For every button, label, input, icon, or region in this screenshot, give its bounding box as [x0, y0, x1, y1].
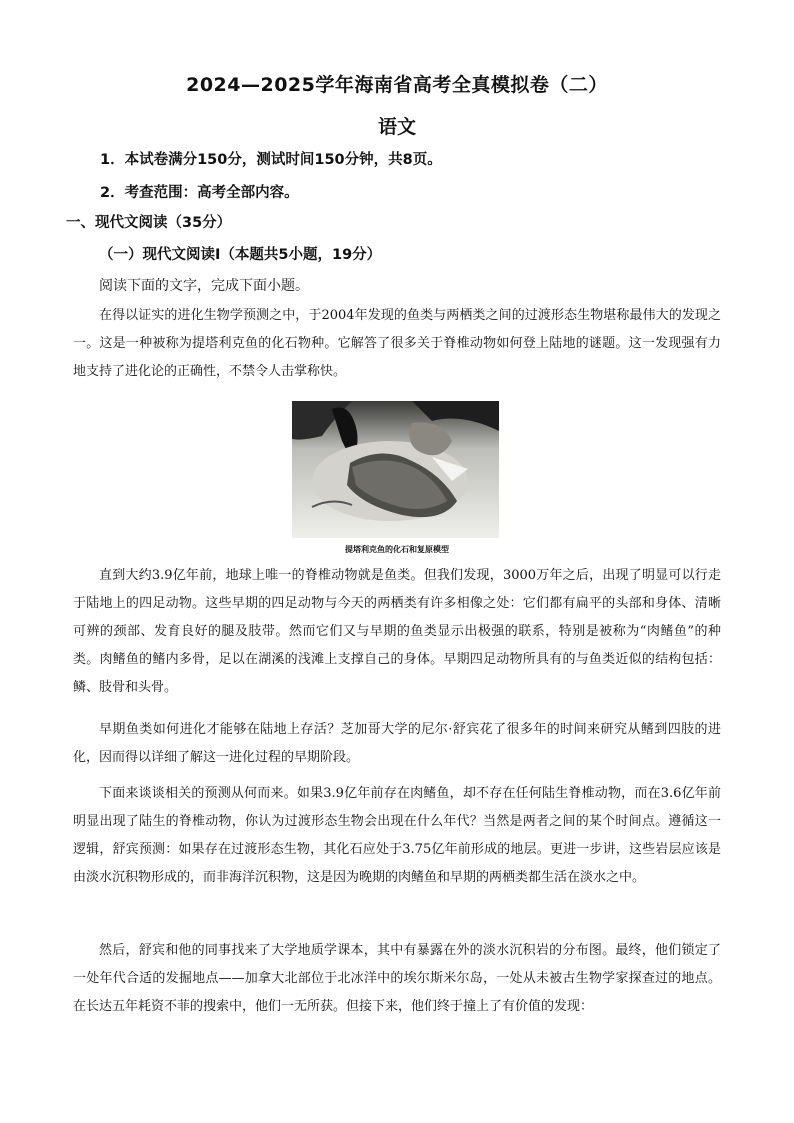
section-heading: 一、现代文阅读（35分） [66, 215, 232, 231]
fossil-illustration [292, 401, 499, 538]
exam-notes [100, 148, 442, 214]
subject-title: 语文 [377, 116, 416, 138]
passage-paragraph-5: 然后，舒宾和他的同事找来了大学地质学课本，其中有暴露在外的淡水沉积岩的分布图。最终，他们锁定了一处年代合适的发掘地点——加拿大北部位于北冰洋中的埃尔斯米尔岛，一处从未被古生物学家探查过的地点。在长达五年耗资不菲的搜索中，他们一无所获。但接下来，他们终于撞上了有价值的发现： [73, 943, 721, 1014]
exam-title: 2024—2025学年海南省高考全真模拟卷（二） [186, 74, 608, 96]
figure-caption: 提塔利克鱼的化石和复原模型 [345, 545, 449, 554]
sub-section-heading: （一）现代文阅读Ⅰ（本题共5小题，19分） [99, 247, 382, 263]
passage-paragraph-3: 早期鱼类如何进化才能够在陆地上存活？芝加哥大学的尼尔·舒宾花了很多年的时间来研究从鳍到四肢的进化，因而得以详细了解这一进化过程的早期阶段。 [73, 722, 721, 765]
passage-paragraph-4: 下面来谈谈相关的预测从何而来。如果3.9亿年前存在肉鳍鱼，却不存在任何陆生脊椎动物，而在3.6亿年前明显出现了陆生的脊椎动物，你认为过渡形态生物会出现在什么年代？当然是两者之间的某个时间点。遵循这一逻辑，舒宾预测：如果存在过渡形态生物，其化石应处于3.75亿年前形成的地层。更进一步讲，这些岩层应该是由淡水沉积物形成的，而非海洋沉积物，这是因为晚期的肉鳍鱼和早期的两栖类都生活在淡水之中。 [73, 786, 721, 885]
passage-paragraph-2: 直到大约3.9亿年前，地球上唯一的脊椎动物就是鱼类。但我们发现，3000万年之后，出现了明显可以行走于陆地上的四足动物。这些早期的四足动物与今天的两栖类有许多相像之处：它们都有扁平的头部和身体、清晰可辨的颈部、发育良好的腿及肢带。然而它们又与早期的鱼类显示出极强的联系，特别是被称为“肉鳍鱼”的种类。肉鳍鱼的鳍内多骨，足以在湖溪的浅滩上支撑自己的身体。早期四足动物所具有的与鱼类近似的结构包括：鳞、肢骨和头骨。 [73, 568, 721, 695]
note-score-time: 1．本试卷满分150分，测试时间150分钟，共8页。 [100, 152, 442, 168]
reading-instruction: 阅读下面的文字，完成下面小题。 [99, 278, 309, 294]
passage-paragraph-1: 在得以证实的进化生物学预测之中，于2004年发现的鱼类与两栖类之间的过渡形态生物堪称最伟大的发现之一。这是一种被称为提塔利克鱼的化石物种。它解答了很多关于脊椎动物如何登上陆地的谜题。这一发现强有力地支持了进化论的正确性，不禁令人击掌称快。 [73, 308, 721, 379]
tiktaalik-fossil-photo [292, 401, 499, 538]
note-scope: 2．考查范围：高考全部内容。 [100, 185, 299, 201]
